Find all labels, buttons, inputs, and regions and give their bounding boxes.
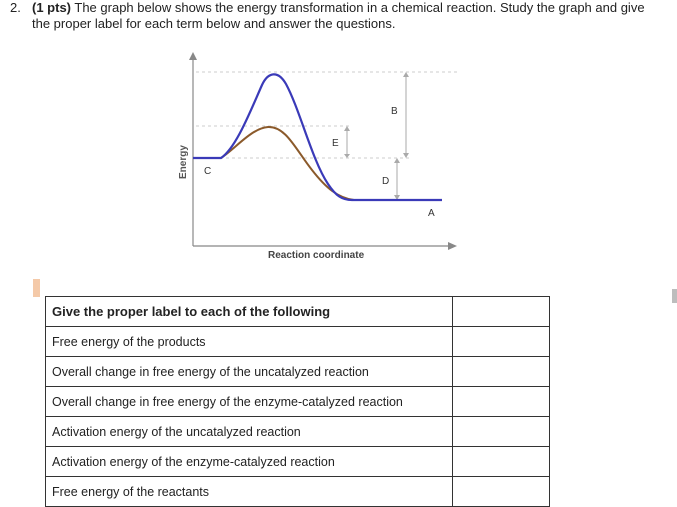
x-axis-label: Reaction coordinate — [268, 250, 365, 261]
answer-cell-header[interactable] — [453, 297, 550, 327]
arrow-e — [344, 126, 350, 158]
answer-table — [45, 296, 550, 507]
table-row — [46, 447, 550, 477]
label-a: A — [428, 208, 435, 219]
right-scroll-marker — [672, 289, 677, 303]
table-row — [46, 357, 550, 387]
label-b: B — [391, 106, 398, 117]
answer-cell-catalyzed-change[interactable] — [453, 387, 550, 417]
answer-cell-reactants[interactable] — [453, 477, 550, 507]
label-d: D — [382, 176, 390, 187]
row-label-catalyzed-change: Overall change in free energy of the enzyme-catalyzed reaction — [46, 387, 453, 417]
row-label-products: Free energy of the products — [46, 327, 453, 357]
row-label-catalyzed-activation: Activation energy of the enzyme-catalyzed reaction — [46, 447, 453, 477]
table-header-row — [46, 297, 550, 327]
table-row — [46, 417, 550, 447]
x-axis — [193, 242, 457, 250]
label-c: C — [204, 166, 212, 177]
question-points: (1 pts) — [32, 0, 71, 15]
table-row — [46, 327, 550, 357]
y-axis — [189, 52, 197, 246]
arrow-b — [403, 72, 409, 158]
table-header-label: Give the proper label to each of the following — [46, 297, 453, 327]
row-label-uncatalyzed-change: Overall change in free energy of the uncatalyzed reaction — [46, 357, 453, 387]
uncatalyzed-curve — [193, 74, 442, 200]
table-row — [46, 477, 550, 507]
answer-cell-catalyzed-activation[interactable] — [453, 447, 550, 477]
table-row — [46, 387, 550, 417]
question-prompt: The graph below shows the energy transformation in a chemical reaction. Study the graph and give the proper label for each term below and answer the questions. — [32, 0, 645, 31]
left-margin-marker — [33, 279, 40, 297]
label-e: E — [332, 138, 339, 149]
question-number: 2. — [10, 0, 21, 15]
answer-cell-products[interactable] — [453, 327, 550, 357]
row-label-uncatalyzed-activation: Activation energy of the uncatalyzed reaction — [46, 417, 453, 447]
answer-cell-uncatalyzed-activation[interactable] — [453, 417, 550, 447]
arrow-d — [394, 158, 400, 200]
row-label-reactants: Free energy of the reactants — [46, 477, 453, 507]
y-axis-label: Energy — [178, 145, 189, 179]
answer-cell-uncatalyzed-change[interactable] — [453, 357, 550, 387]
